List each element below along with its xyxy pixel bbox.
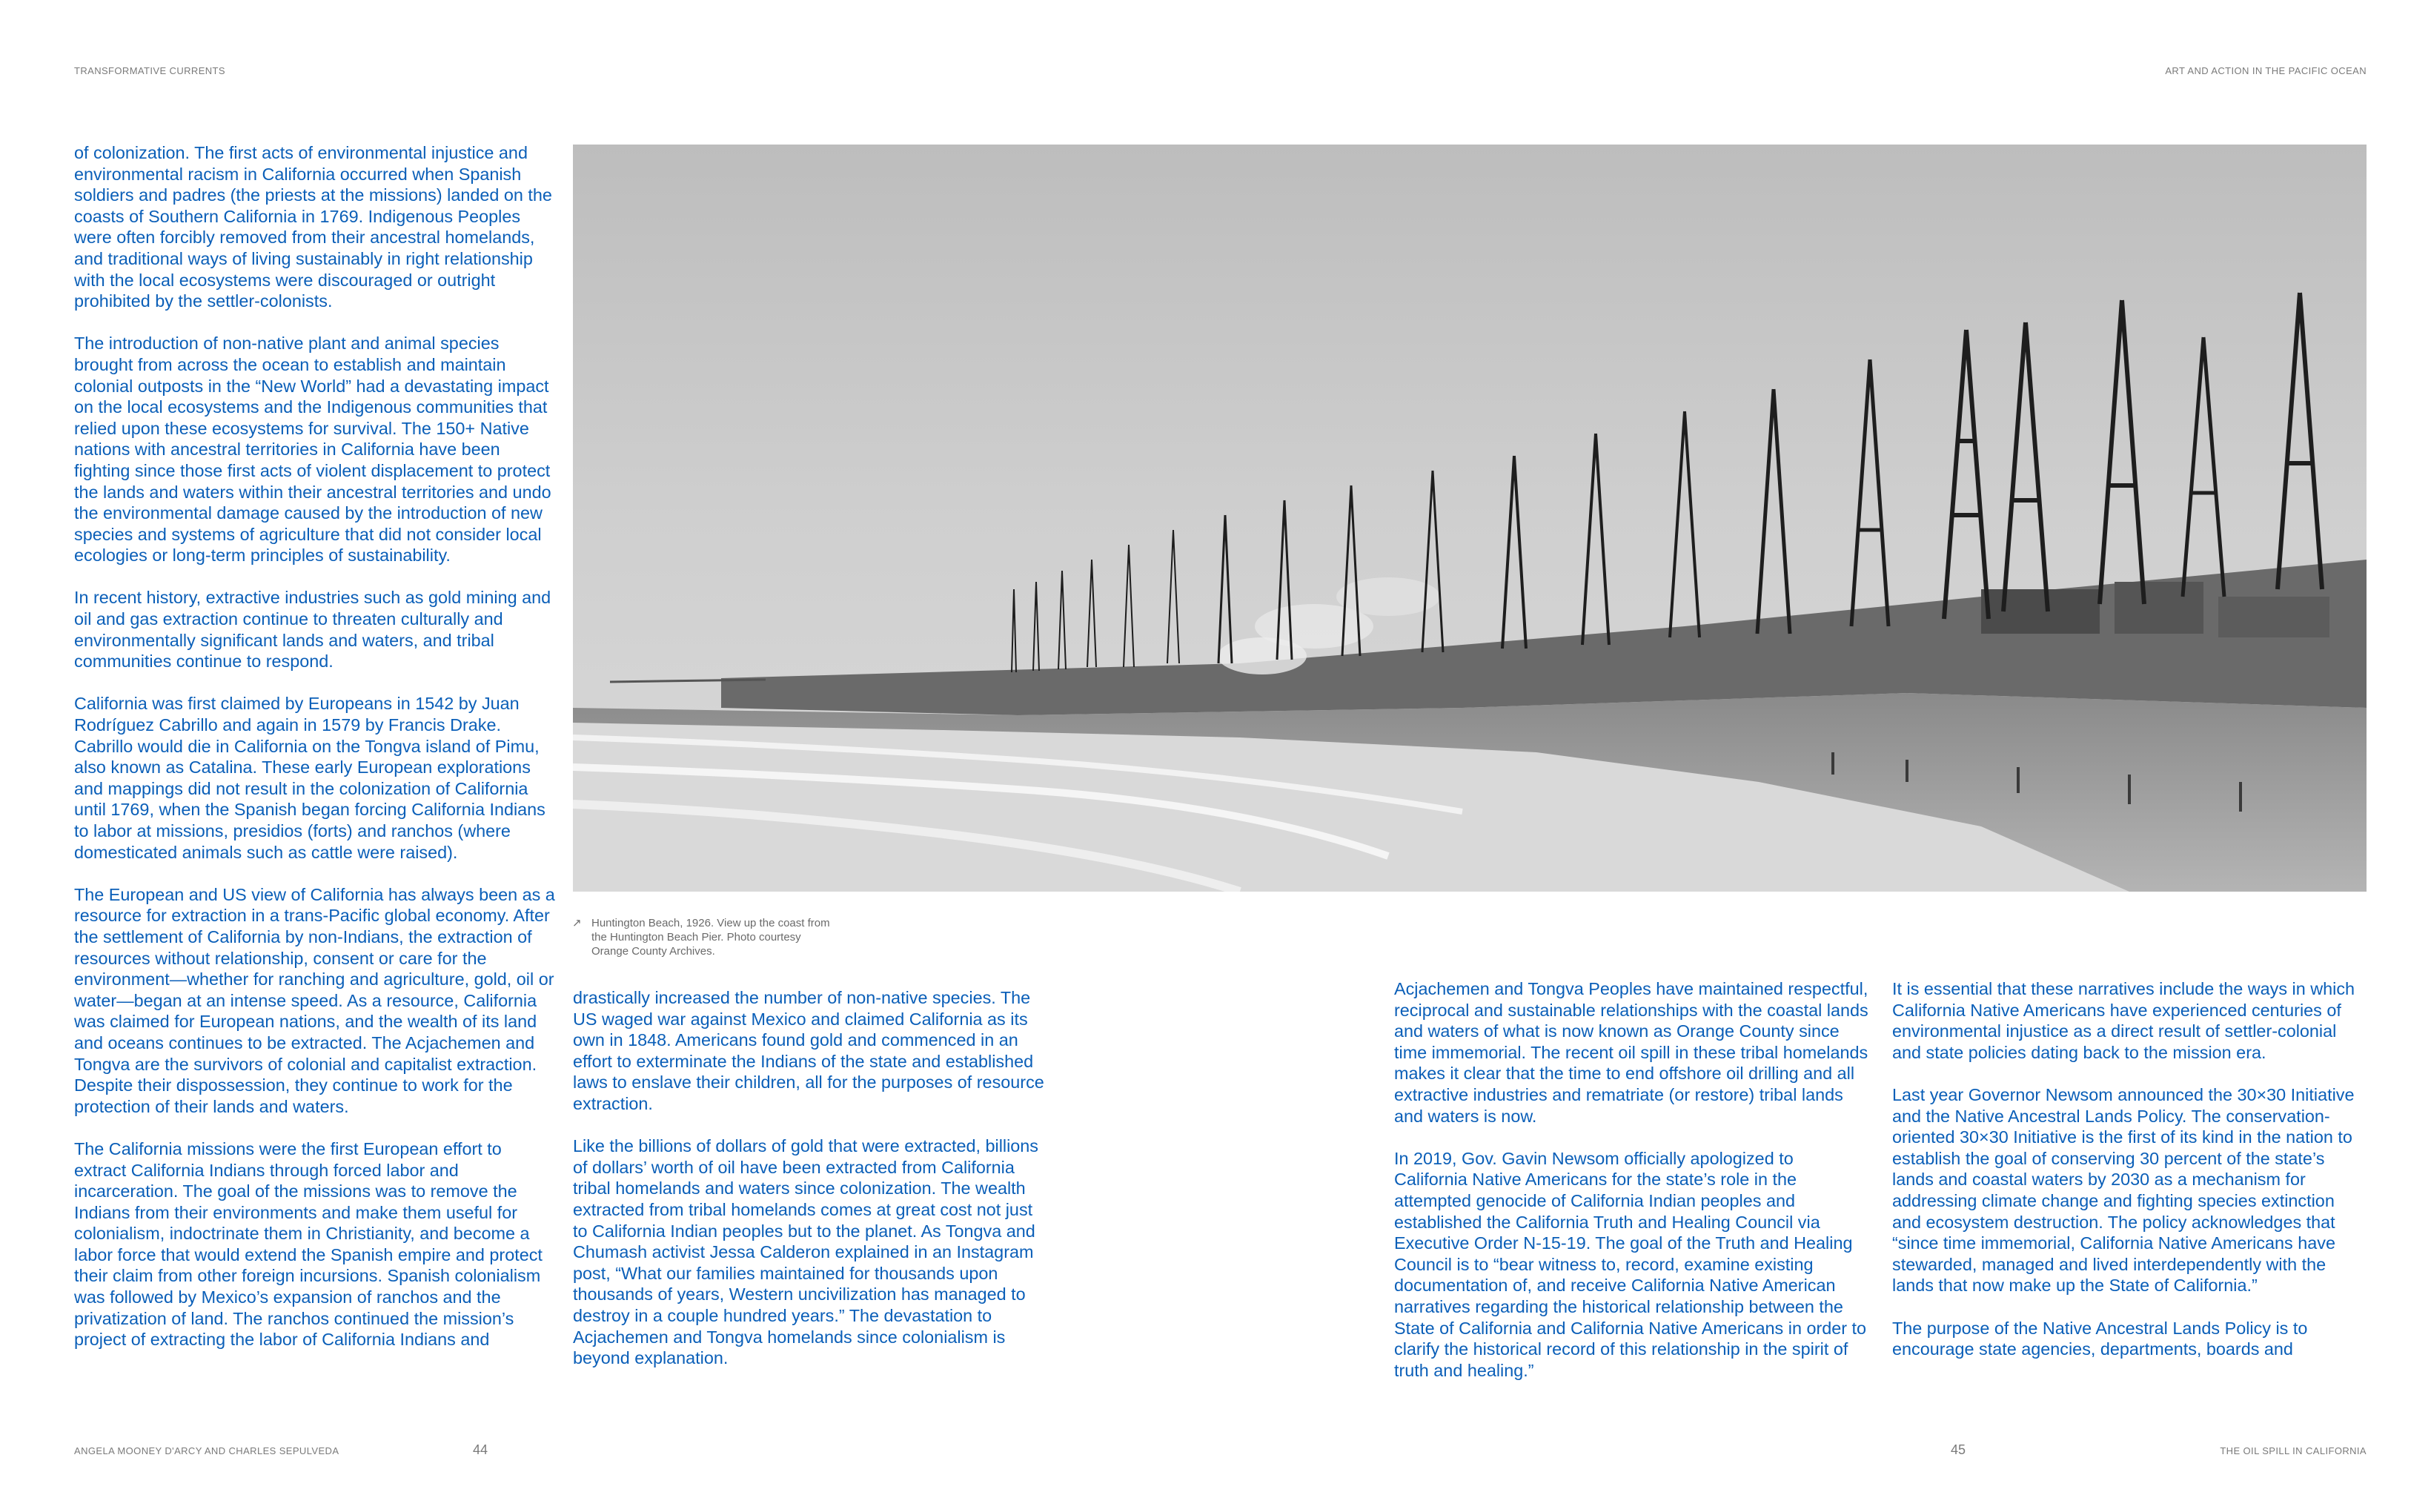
- paragraph: It is essential that these narratives include the ways in which California Native Americans have experienced centuries of environmental injustice as a direct result of settler-colonial and state policies dating back to the mission era.: [1892, 979, 2355, 1062]
- footer-authors: ANGELA MOONEY D'ARCY AND CHARLES SEPULVEDA: [74, 1445, 339, 1456]
- column-2: [573, 987, 1047, 1369]
- huntington-beach-photo: [573, 145, 2367, 892]
- paragraph: The introduction of non-native plant and animal species brought from across the ocean to establish and maintain colonial outposts in the “New World” had a devastating impact on the local ecosystems and the Indigenous communities that relied upon these ecosystems for survival. The 150+ Native nations with ancestral territories in California have been fighting since those first acts of violent displacement to protect the lands and waters within their ancestral territories and undo the environmental damage caused by the introduction of new species and systems of agriculture that did not consider local ecologies or long-term principles of sustainability.: [74, 334, 551, 566]
- paragraph: of colonization. The first acts of environmental injustice and environmental racism in California occurred when Spanish soldiers and padres (the priests at the missions) landed on the coasts of Southern California in 1769. Indigenous Peoples were often forcibly removed from their ancestral homelands, and traditional ways of living sustainably in right relationship with the local ecosystems were discouraged or outright prohibited by the settler-colonists.: [74, 143, 552, 311]
- paragraph: drastically increased the number of non-native species. The US waged war against Mexico and claimed California as its own in 1848. Americans found gold and commenced in an effort to exterminate the Indians of the state and established laws to enslave their children, all for the purposes of resource extraction.: [573, 988, 1044, 1113]
- paragraph: Last year Governor Newsom announced the 30×30 Initiative and the Native Ancestral Lands Policy. The conservation-oriented 30×30 Initiative is the first of its kind in the nation to establish the goal of conserving 30 percent of the state’s lands and coastal waters by 2030 as a mechanism for addressing climate change and fighting species extinction and ecosystem destruction. The policy acknowledges that “since time immemorial, California Native Americans have stewarded, managed and lived interdependently with the lands that now make up the State of California.”: [1892, 1084, 2355, 1296]
- arrow-up-right-icon: ↗: [572, 917, 582, 929]
- footer-section-title: THE OIL SPILL IN CALIFORNIA: [2220, 1445, 2367, 1456]
- caption-text: Huntington Beach, 1926. View up the coast from the Huntington Beach Pier. Photo courtesy Orange County Archives.: [591, 917, 830, 958]
- paragraph: Acjachemen and Tongva Peoples have maintained respectful, reciprocal and sustainable relationships with the coastal lands and waters of what is now known as Orange County since time immemorial. The recent oil spill in these tribal homelands makes it clear that the time to end offshore oil drilling and all extractive industries and rematriate (or restore) tribal lands and waters is now.: [1394, 979, 1868, 1126]
- page-number-right: 45: [1951, 1442, 1966, 1457]
- page-number-left: 44: [473, 1442, 488, 1457]
- paragraph: In 2019, Gov. Gavin Newsom officially apologized to California Native Americans for the state’s role in the attempted genocide of California Indian peoples and established the California Truth and Healing Council via Executive Order N-15-19. The goal of the Truth and Healing Council is to “bear witness to, record, examine existing documentation of, and receive California Native American narratives regarding the historical relationship between the State of California and California Native Americans in order to clarify the historical record of this relationship in the spirit of truth and healing.”: [1394, 1148, 1867, 1380]
- paragraph: Like the billions of dollars of gold that were extracted, billions of dollars’ worth of oil have been extracted from California tribal homelands and waters since colonization. The wealth extracted from tribal homelands comes at great cost not just to California Indian peoples but to the planet. As Tongva and Chumash activist Jessa Calderon explained in an Instagram post, “What our families maintained for thousands upon thousands of years, Western uncivilization has managed to destroy in a couple hundred years.” The devastation to Acjachemen and Tongva homelands since colonialism is beyond explanation.: [573, 1136, 1038, 1368]
- paragraph: The purpose of the Native Ancestral Lands Policy is to encourage state agencies, departments, boards and: [1892, 1318, 2308, 1359]
- paragraph: California was first claimed by Europeans in 1542 by Juan Rodríguez Cabrillo and again in 1579 by Francis Drake. Cabrillo would die in California on the Tongva island of Pimu, also known as Catalina. These early European explorations and mappings did not result in the colonization of California until 1769, when the Spanish began forcing California Indians to labor at missions, presidios (forts) and ranchos (where domesticated animals such as cattle were raised).: [74, 694, 545, 862]
- paragraph: In recent history, extractive industries such as gold mining and oil and gas extraction continue to threaten culturally and environmentally significant lands and waters, and tribal communities continue to respond.: [74, 588, 551, 672]
- column-4: [1892, 978, 2367, 1360]
- running-header-left: TRANSFORMATIVE CURRENTS: [74, 65, 225, 76]
- column-3: [1394, 978, 1868, 1381]
- running-header-right: ART AND ACTION IN THE PACIFIC OCEAN: [2165, 65, 2367, 76]
- photo-caption: [572, 916, 839, 958]
- paragraph: The European and US view of California has always been as a resource for extraction in a trans-Pacific global economy. After the settlement of California by non-Indians, the extraction of resources without relationship, consent or care for the environment—whether for ranching and agriculture, gold, oil or water—began at an intense speed. As a resource, California was claimed for European nations, and the wealth of its land and oceans continues to be extracted. The Acjachemen and Tongva are the survivors of colonial and capitalist extraction. Despite their dispossession, they continue to work for the protection of their lands and waters.: [74, 884, 555, 1116]
- column-1: [74, 142, 556, 1350]
- paragraph: The California missions were the first European effort to extract California Indians through forced labor and incarceration. The goal of the missions was to remove the Indians from their environments and make them useful for colonialism, indoctrinate them in Christianity, and become a labor force that would extend the Spanish empire and protect their claim from other foreign incursions. Spanish colonialism was followed by Mexico’s expansion of ranchos and the privatization of land. The ranchos continued the mission’s project of extracting the labor of California Indians and: [74, 1138, 543, 1350]
